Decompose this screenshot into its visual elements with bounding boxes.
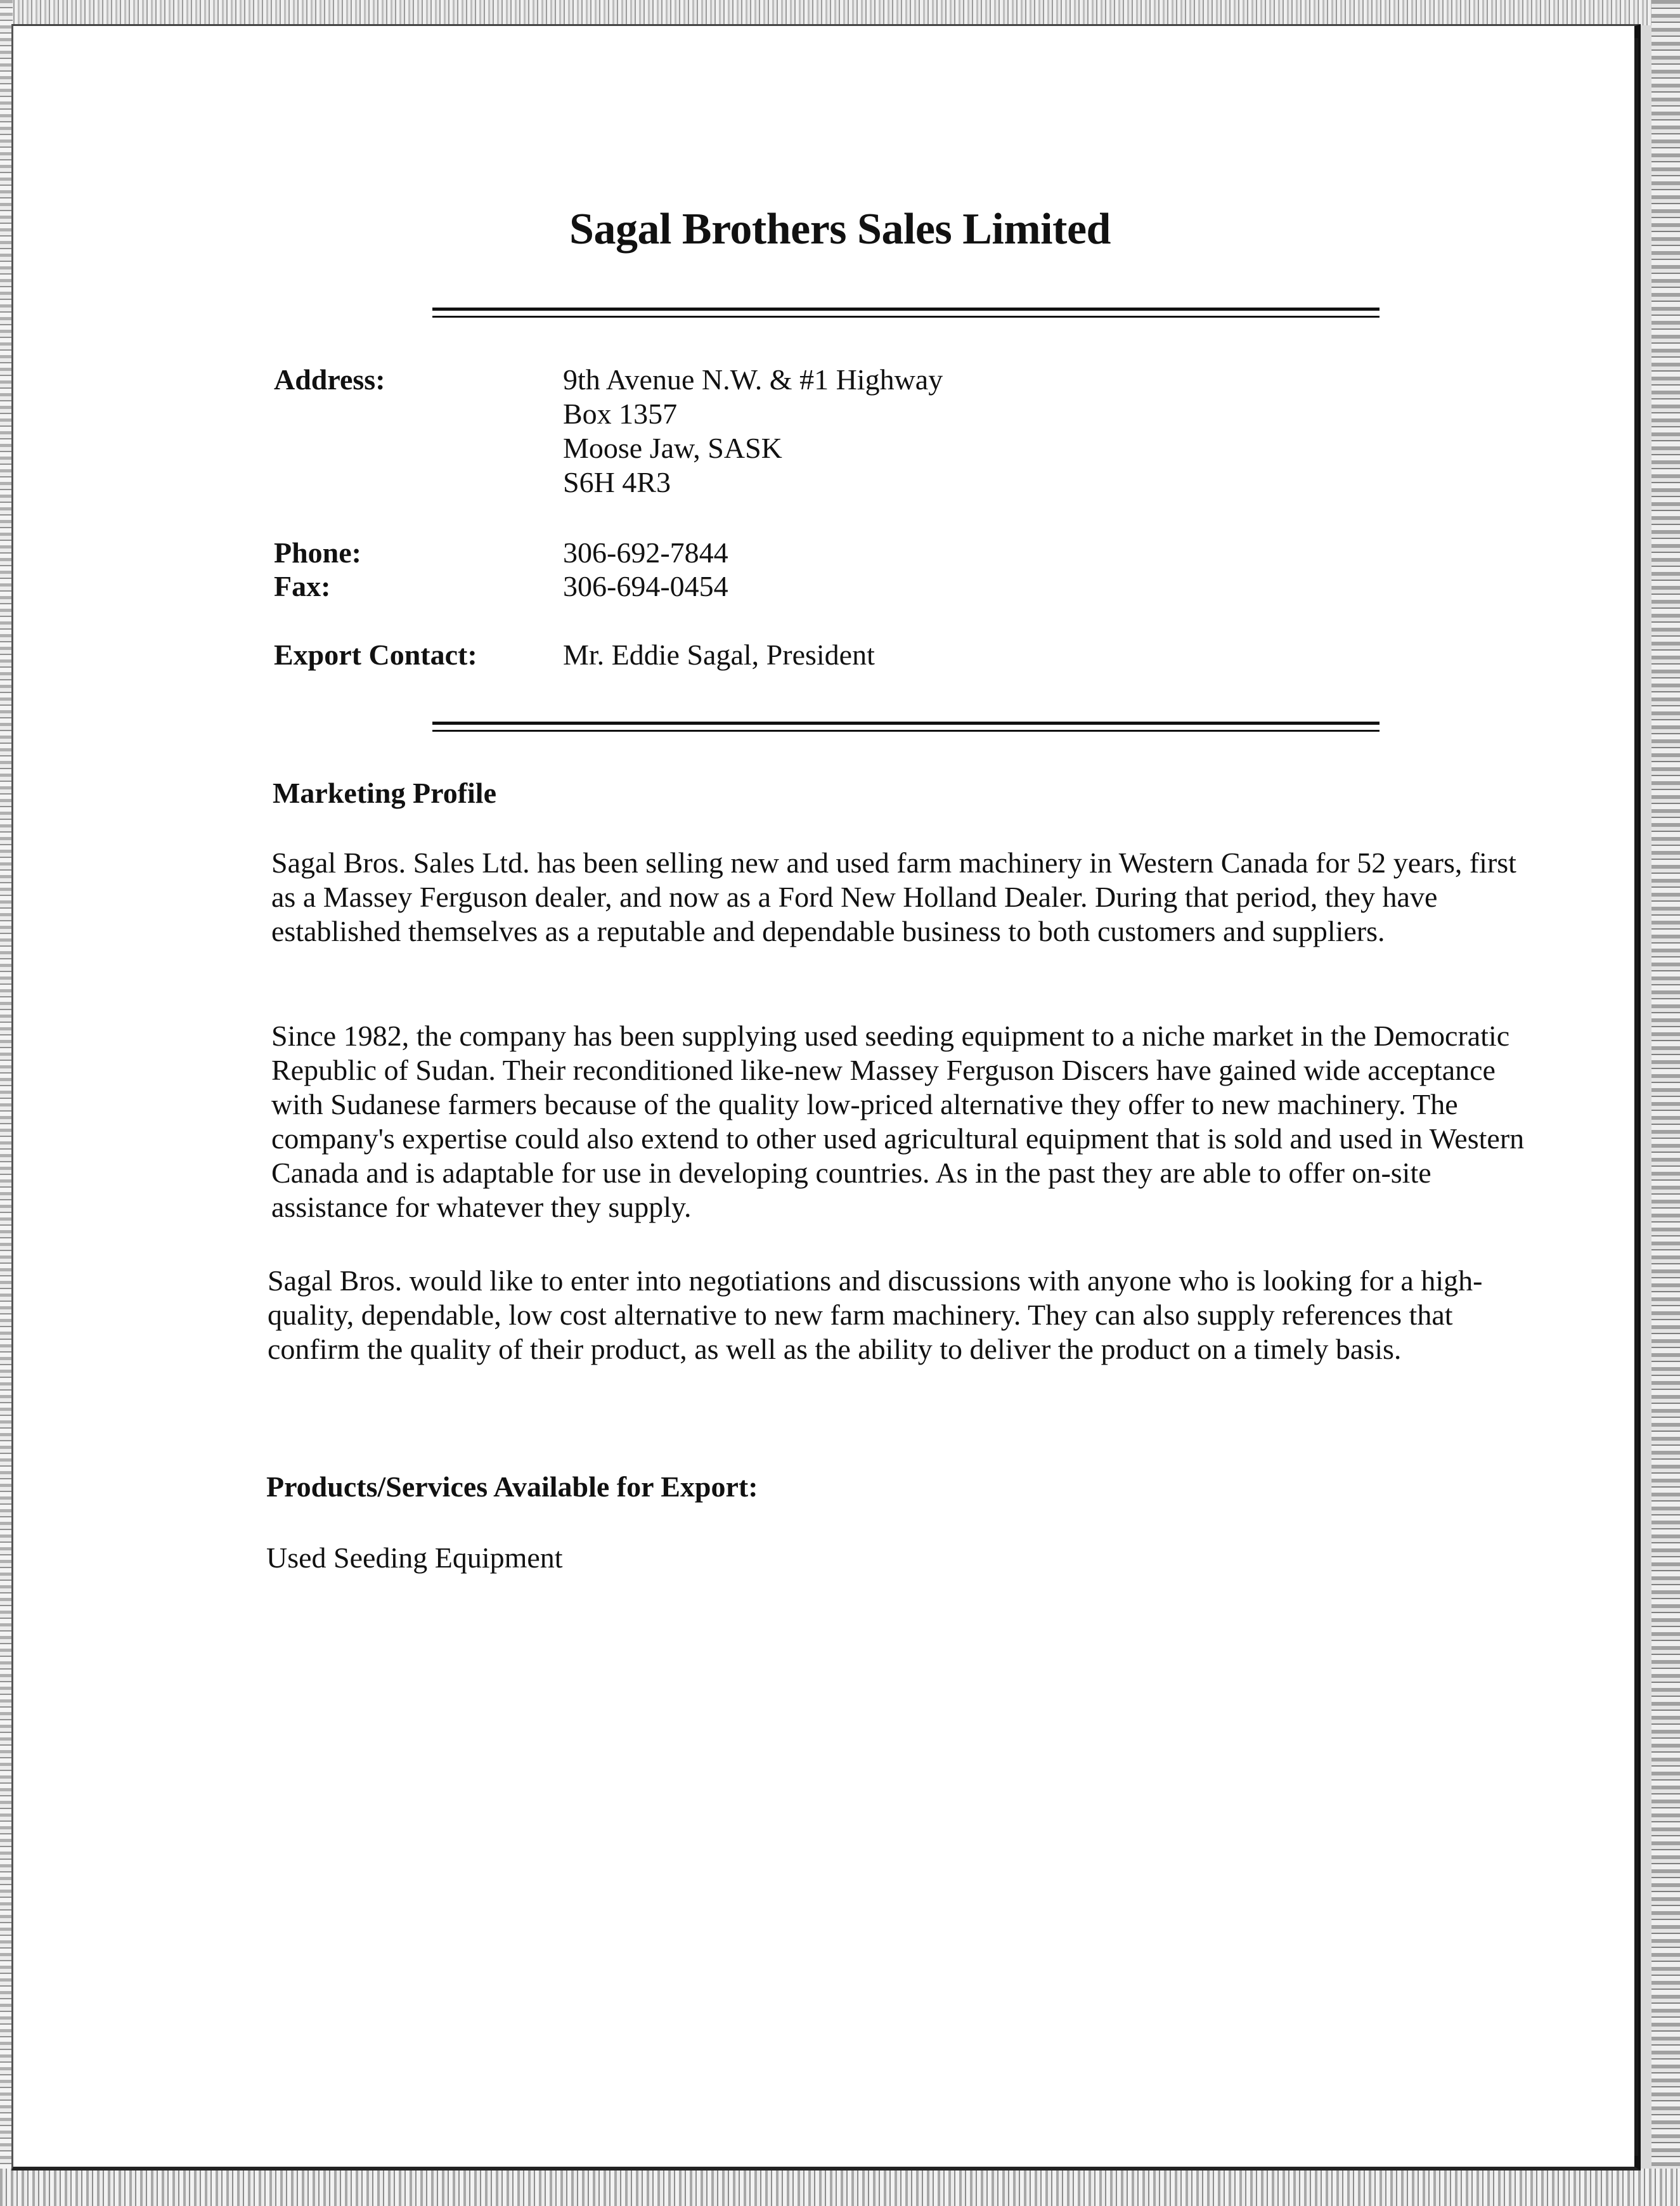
paragraph: Sagal Bros. would like to enter into negotiations and discussions with anyone who is looking for a high-quality, dependable, low cost alternative to new farm machinery. They can also supply references that confirm the quality of their product, as well as the ability to deliver the product on a timely basis.: [268, 1264, 1483, 1365]
address-line: Moose Jaw, SASK: [563, 432, 782, 464]
scan-border-left: [0, 0, 13, 2206]
export-contact-label: Export Contact:: [274, 639, 477, 671]
paragraph: Sagal Bros. Sales Ltd. has been selling new and used farm machinery in Western Canada for 52 years, first as a Massey Ferguson dealer, and now as a Ford New Holland Dealer. During that period, they have established themselves as a reputable and dependable business to both customers and suppliers.: [271, 847, 1516, 947]
page-edge-line: [1634, 38, 1638, 2156]
address-line: Box 1357: [563, 398, 678, 430]
scan-border-top: [0, 0, 1680, 25]
address-line: 9th Avenue N.W. & #1 Highway: [563, 363, 943, 396]
phone-value: 306-692-7844: [563, 536, 728, 569]
export-contact-value: Mr. Eddie Sagal, President: [563, 639, 875, 671]
scan-border-right: [1651, 0, 1680, 2206]
double-rule-bottom: [432, 722, 1380, 732]
products-heading: Products/Services Available for Export:: [266, 1470, 758, 1503]
address-label: Address:: [274, 363, 385, 396]
double-rule-top: [432, 308, 1380, 318]
fax-value: 306-694-0454: [563, 570, 728, 602]
marketing-profile-heading: Marketing Profile: [273, 777, 496, 809]
document-title: Sagal Brothers Sales Limited: [569, 205, 1111, 254]
paragraph: Since 1982, the company has been supplying used seeding equipment to a niche market in the Democratic Republic of Sudan. Their reconditioned like-new Massey Ferguson Discers have gained wide acceptance with Sudanese farmers because of the quality low-priced alternative they offer to new machinery. The company's expertise could also extend to other used agricultural equipment that is sold and used in Western Canada and is adaptable for use in developing countries. As in the past they are able to offer on-site assistance for whatever they supply.: [271, 1020, 1525, 1223]
address-line: S6H 4R3: [563, 466, 671, 498]
phone-label: Phone:: [274, 536, 361, 569]
address-block: [563, 363, 943, 500]
product-item: Used Seeding Equipment: [266, 1541, 563, 1574]
scan-border-bottom: [0, 2169, 1680, 2206]
fax-label: Fax:: [274, 570, 331, 602]
